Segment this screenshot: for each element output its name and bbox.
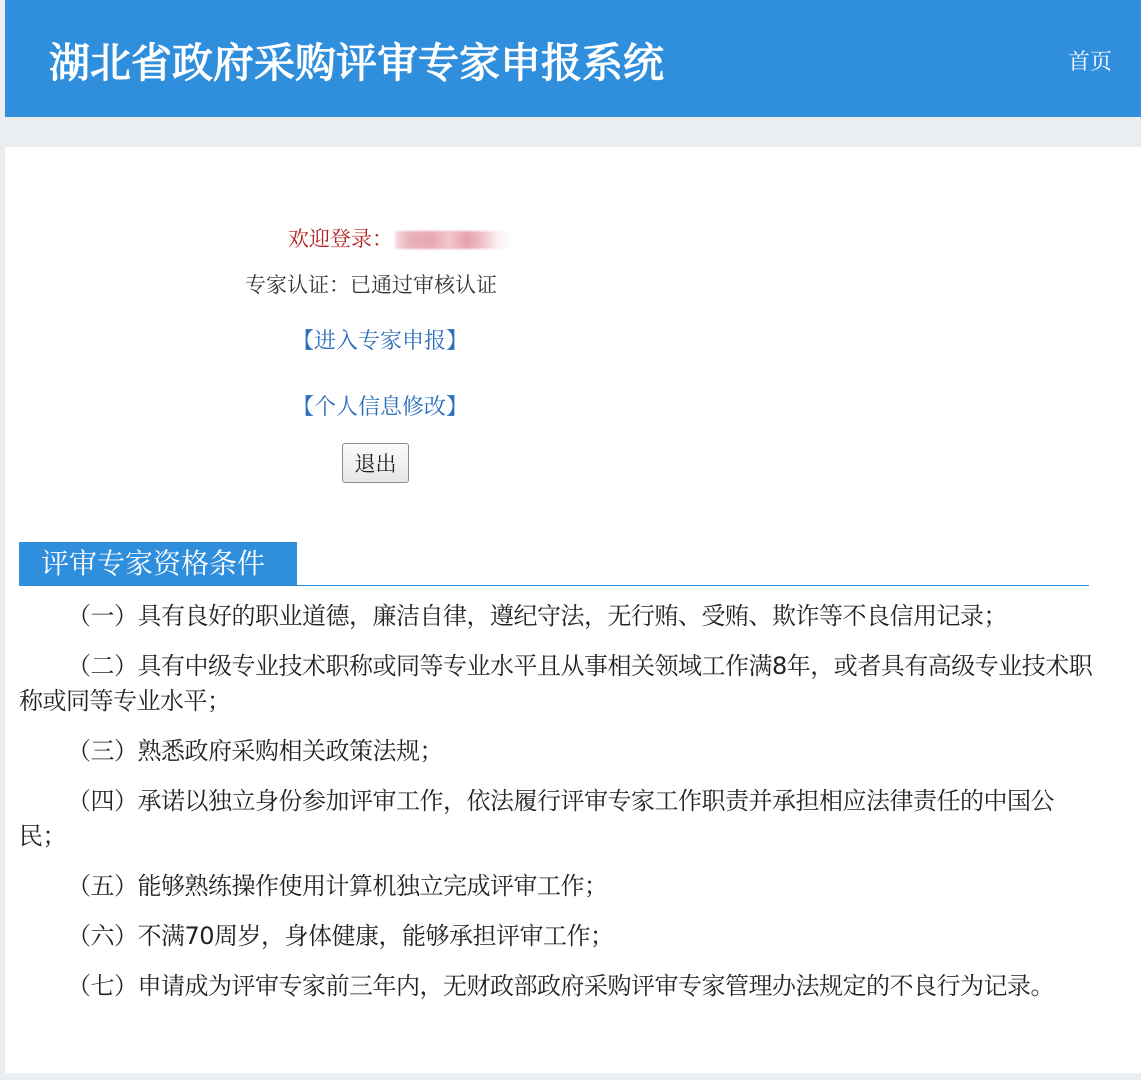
- qualification-item-4: （四）承诺以独立身份参加评审工作，依法履行评审专家工作职责并承担相应法律责任的中国公民；: [19, 787, 1054, 850]
- qualification-item-1: （一）具有良好的职业道德，廉洁自律，遵纪守法，无行贿、受贿、欺诈等不良信用记录；: [67, 602, 1007, 630]
- qualification-item-6: （六）不满70周岁，身体健康，能够承担评审工作；: [67, 922, 614, 950]
- cert-label: 专家认证：: [245, 273, 350, 297]
- qualification-item-2: （二）具有中级专业技术职称或同等专业水平且从事相关领域工作满8年，或者具有高级专业技术职称或同等专业水平；: [19, 652, 1093, 715]
- qualifications-section-header: [19, 542, 1089, 586]
- qualifications-list: [19, 599, 1094, 1019]
- qualification-item-7: （七）申请成为评审专家前三年内，无财政部政府采购评审专家管理办法规定的不良行为记录。: [67, 972, 1054, 1000]
- logout-button[interactable]: 退出: [342, 443, 409, 483]
- main-content: [5, 147, 1141, 1073]
- section-title: 评审专家资格条件: [19, 542, 297, 585]
- qualification-item-5: （五）能够熟练操作使用计算机独立完成评审工作；: [67, 872, 608, 900]
- certification-status: [245, 269, 497, 299]
- welcome-label: 欢迎登录：: [288, 227, 393, 251]
- site-header: [5, 0, 1141, 117]
- site-title: 湖北省政府采购评审专家申报系统: [49, 39, 664, 87]
- enter-declare-link[interactable]: 【进入专家申报】: [292, 329, 469, 354]
- welcome-row: [288, 223, 515, 253]
- qualification-item-3: （三）熟悉政府采购相关政策法规；: [67, 737, 443, 765]
- home-link[interactable]: 首页: [1067, 50, 1112, 75]
- cert-status-value: 已通过审核认证: [350, 273, 497, 297]
- username-redacted: [395, 231, 515, 249]
- edit-profile-link[interactable]: 【个人信息修改】: [292, 395, 469, 420]
